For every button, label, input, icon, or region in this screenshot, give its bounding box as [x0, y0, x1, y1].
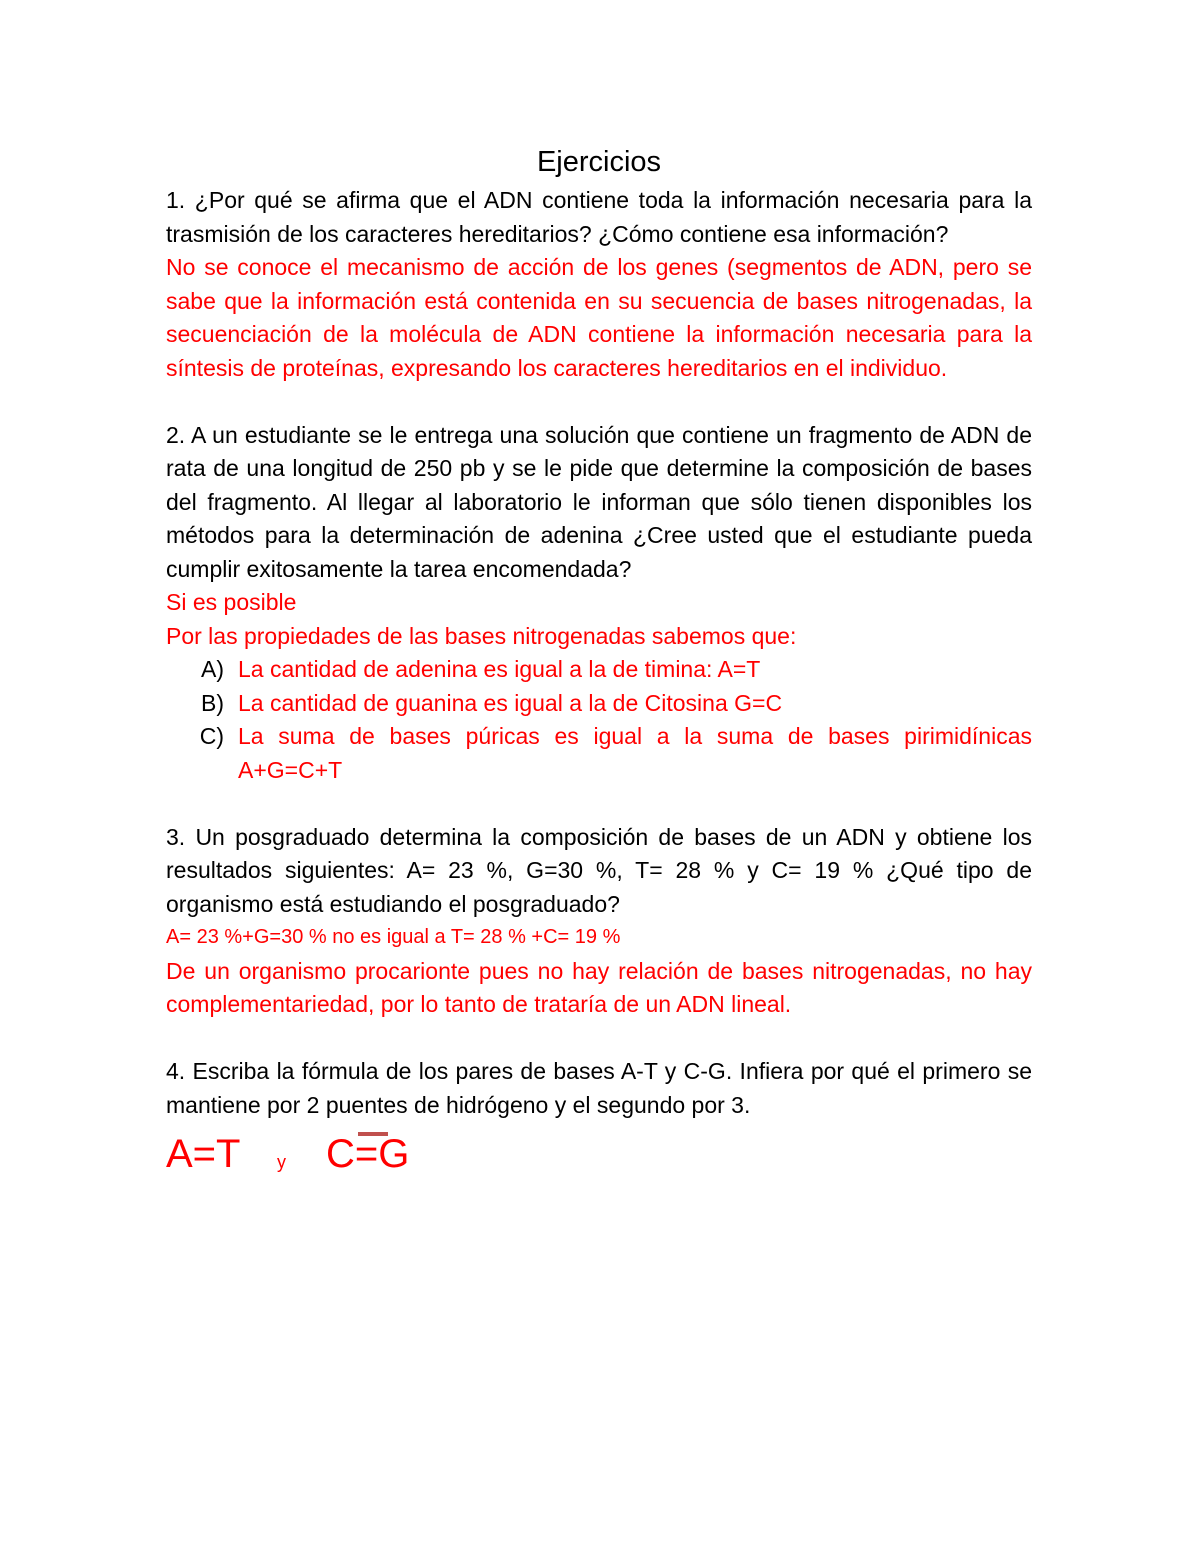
- answer-2-short: Si es posible: [166, 589, 297, 615]
- base-pair-formulas: [166, 1126, 1032, 1186]
- answer-3: De un organismo procarionte pues no hay relación de bases nitrogenadas, no hay complementariedad, por lo tanto de trataría de un ADN lineal.: [166, 957, 1032, 1017]
- spacer: [166, 787, 1032, 821]
- question-3: 3. Un posgraduado determina la composición de bases de un ADN y obtiene los resultados siguientes: A= 23 %, G=30 %, T= 28 % y C= 19 % ¿Qué tipo de organismo está estudiando el posgraduado?: [166, 823, 1032, 917]
- question-4: 4. Escriba la fórmula de los pares de bases A-T y C-G. Infiera por qué el primero se mantiene por 2 puentes de hidrógeno y el segundo por 3.: [166, 1058, 1032, 1118]
- question-1: 1. ¿Por qué se afirma que el ADN contiene toda la información necesaria para la trasmisión de los caracteres hereditarios? ¿Cómo contiene esa información?: [166, 187, 1032, 247]
- answer-3-formula: A= 23 %+G=30 % no es igual a T= 28 % +C= 19 %: [166, 926, 621, 948]
- formula-c-g: C=G: [326, 1132, 410, 1176]
- spacer: [166, 1022, 1032, 1056]
- list-item: [166, 653, 1032, 687]
- spacer: [166, 385, 1032, 419]
- question-2: 2. A un estudiante se le entrega una solución que contiene un fragmento de ADN de rata de una longitud de 250 pb y se le pide que determine la composición de bases del fragmento. Al llegar al laboratorio le informan que sólo tienen disponibles los métodos para la determinación de adenina ¿Cree usted que el estudiante pueda cumplir exitosamente la tarea encomendada?: [166, 421, 1032, 582]
- formula-a-t: A=T: [166, 1132, 241, 1176]
- list-marker: B): [201, 689, 224, 716]
- list-marker: A): [201, 656, 224, 682]
- answer-1: No se conoce el mecanismo de acción de los genes (segmentos de ADN, pero se sabe que la información está contenida en su secuencia de bases nitrogenadas, la secuenciación de la molécula de ADN contiene la información necesaria para la síntesis de proteínas, expresando los caracteres hereditarios en el individuo.: [166, 254, 1032, 381]
- list-marker: C): [199, 723, 224, 749]
- list-item: [166, 720, 1032, 787]
- page-title: Ejercicios: [536, 146, 662, 178]
- answer-2-list: [166, 653, 1032, 787]
- list-item-text: La cantidad de guanina es igual a la de Citosina G=C: [238, 689, 783, 716]
- list-item-text: La suma de bases púricas es igual a la suma de bases pirimidínicas A+G=C+T: [238, 723, 1032, 783]
- formula-conjunction: y: [277, 1152, 286, 1172]
- list-item-text: La cantidad de adenina es igual a la de timina: A=T: [238, 656, 761, 682]
- answer-2-intro: Por las propiedades de las bases nitrogenadas sabemos que:: [166, 622, 797, 649]
- document-content: [166, 140, 1032, 1186]
- list-item: [166, 687, 1032, 721]
